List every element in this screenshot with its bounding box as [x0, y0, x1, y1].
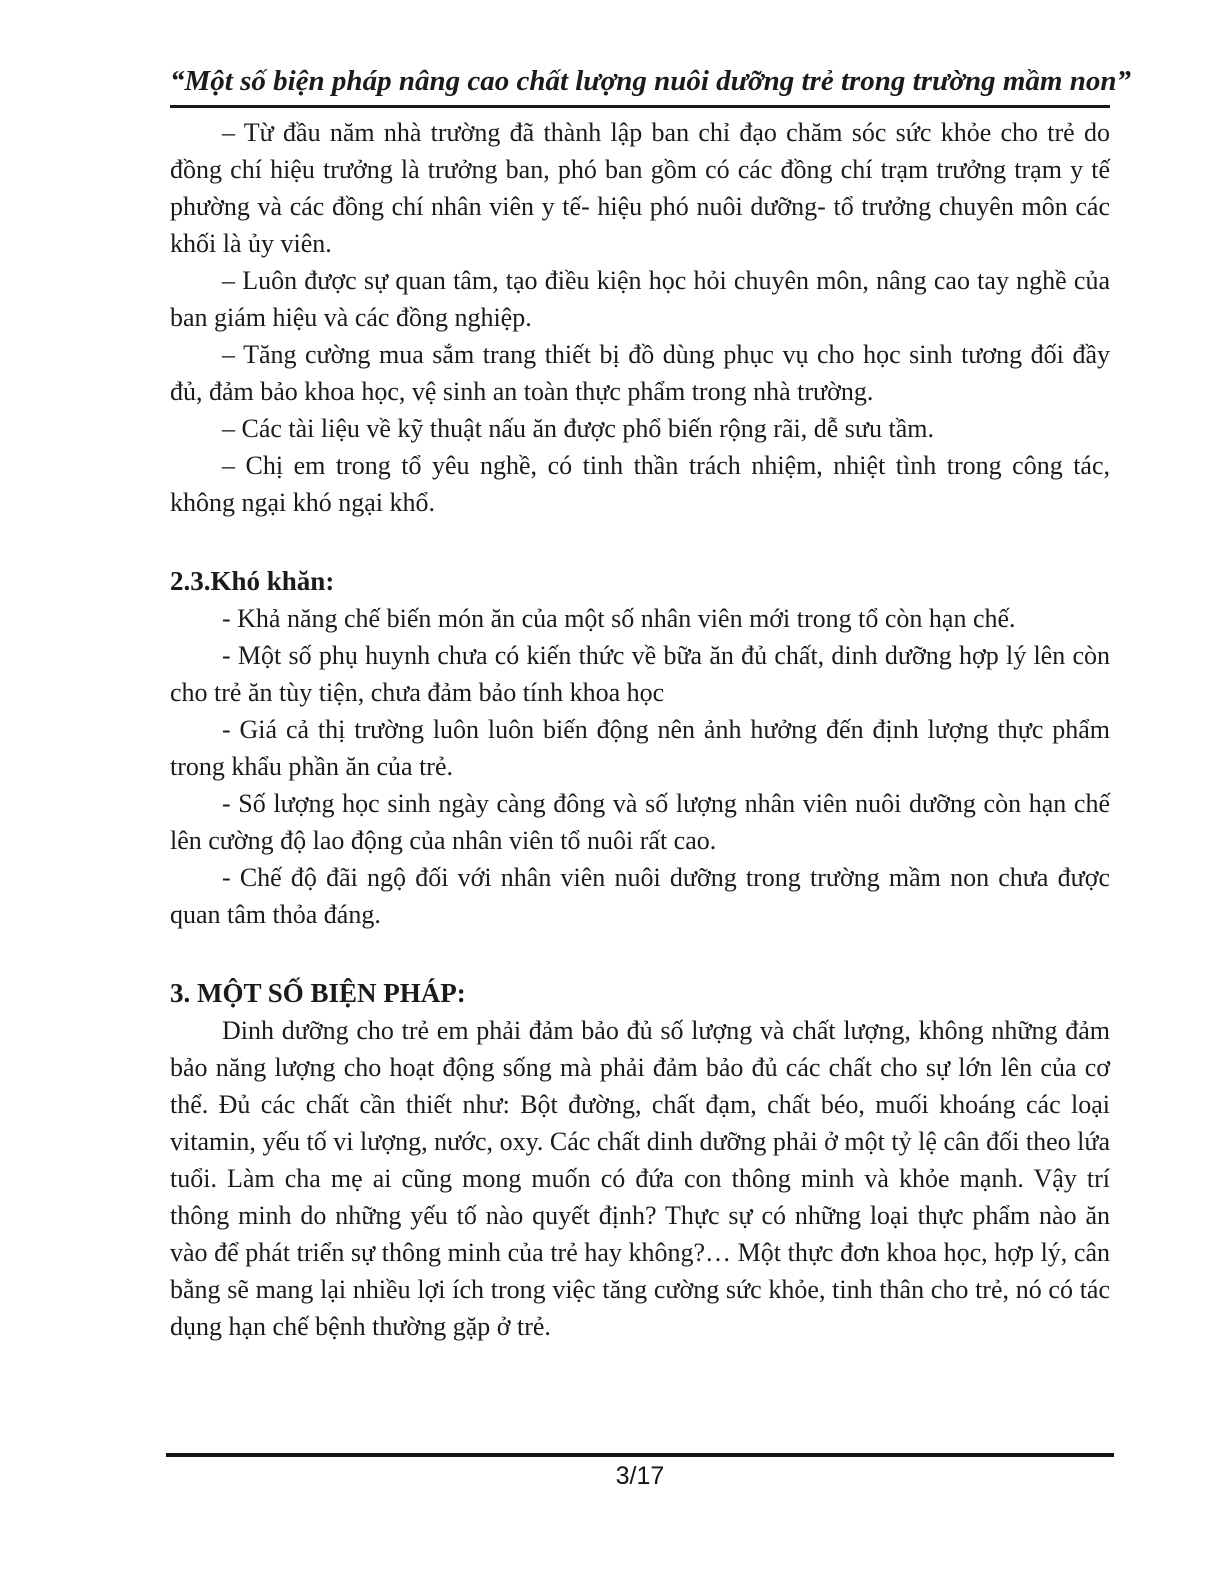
page-body — [170, 114, 1110, 1345]
difficulty-paragraph: - Chế độ đãi ngộ đối với nhân viên nuôi dưỡng trong trường mầm non chưa được quan tâm thỏa đáng. — [170, 863, 1110, 929]
intro-paragraph: – Luôn được sự quan tâm, tạo điều kiện học hỏi chuyên môn, nâng cao tay nghề của ban giám hiệu và các đồng nghiệp. — [170, 266, 1110, 332]
difficulty-paragraph: - Giá cả thị trường luôn luôn biến động nên ảnh hưởng đến định lượng thực phẩm trong khẩu phần ăn của trẻ. — [170, 715, 1110, 781]
page-footer — [166, 1453, 1114, 1490]
difficulty-paragraph: - Số lượng học sinh ngày càng đông và số lượng nhân viên nuôi dưỡng còn hạn chế lên cường độ lao động của nhân viên tổ nuôi rất cao. — [170, 789, 1110, 855]
document-title: “Một số biện pháp nâng cao chất lượng nuôi dưỡng trẻ trong trường mầm non” — [170, 65, 1131, 97]
page-number: 3/17 — [615, 1462, 665, 1490]
intro-paragraph: – Chị em trong tổ yêu nghề, có tinh thần trách nhiệm, nhiệt tình trong công tác, không ngại khó ngại khổ. — [170, 451, 1110, 517]
intro-paragraph: – Các tài liệu về kỹ thuật nấu ăn được phổ biến rộng rãi, dễ sưu tầm. — [222, 414, 934, 443]
measures-paragraph: Dinh dưỡng cho trẻ em phải đảm bảo đủ số lượng và chất lượng, không những đảm bảo năng lượng cho hoạt động sống mà phải đảm bảo đủ các chất cho sự lớn lên của cơ thể. Đủ các chất cần thiết như: Bột đường, chất đạm, chất béo, muối khoáng các loại vitamin, yếu tố vi lượng, nước, oxy. Các chất dinh dưỡng phải ở một tỷ lệ cân đối theo lứa tuổi. Làm cha mẹ ai cũng mong muốn có đứa con thông minh và khỏe mạnh. Vậy trí thông minh do những yếu tố nào quyết định? Thực sự có những loại thực phẩm nào ăn vào để phát triển sự thông minh của trẻ hay không?… Một thực đơn khoa học, hợp lý, cân bằng sẽ mang lại nhiều lợi ích trong việc tăng cường sức khỏe, tinh thân cho trẻ, nó có tác dụng hạn chế bệnh thường gặp ở trẻ. — [170, 1016, 1110, 1341]
section-heading-measures: 3. MỘT SỐ BIỆN PHÁP: — [170, 978, 466, 1008]
intro-paragraph: – Từ đầu năm nhà trường đã thành lập ban chỉ đạo chăm sóc sức khỏe cho trẻ do đồng chí hiệu trưởng là trưởng ban, phó ban gồm có các đồng chí trạm trưởng trạm y tế phường và các đồng chí nhân viên y tế- hiệu phó nuôi dưỡng- tổ trưởng chuyên môn các khối là ủy viên. — [170, 118, 1110, 258]
section-heading-difficulties: 2.3.Khó khăn: — [170, 566, 335, 596]
intro-paragraph: – Tăng cường mua sắm trang thiết bị đồ dùng phục vụ cho học sinh tương đối đầy đủ, đảm bảo khoa học, vệ sinh an toàn thực phẩm trong nhà trường. — [170, 340, 1110, 406]
difficulty-paragraph: - Khả năng chế biến món ăn của một số nhân viên mới trong tổ còn hạn chế. — [222, 604, 1016, 633]
difficulty-paragraph: - Một số phụ huynh chưa có kiến thức về bữa ăn đủ chất, dinh dưỡng hợp lý lên còn cho trẻ ăn tùy tiện, chưa đảm bảo tính khoa học — [170, 641, 1110, 707]
page-header — [170, 64, 1131, 108]
